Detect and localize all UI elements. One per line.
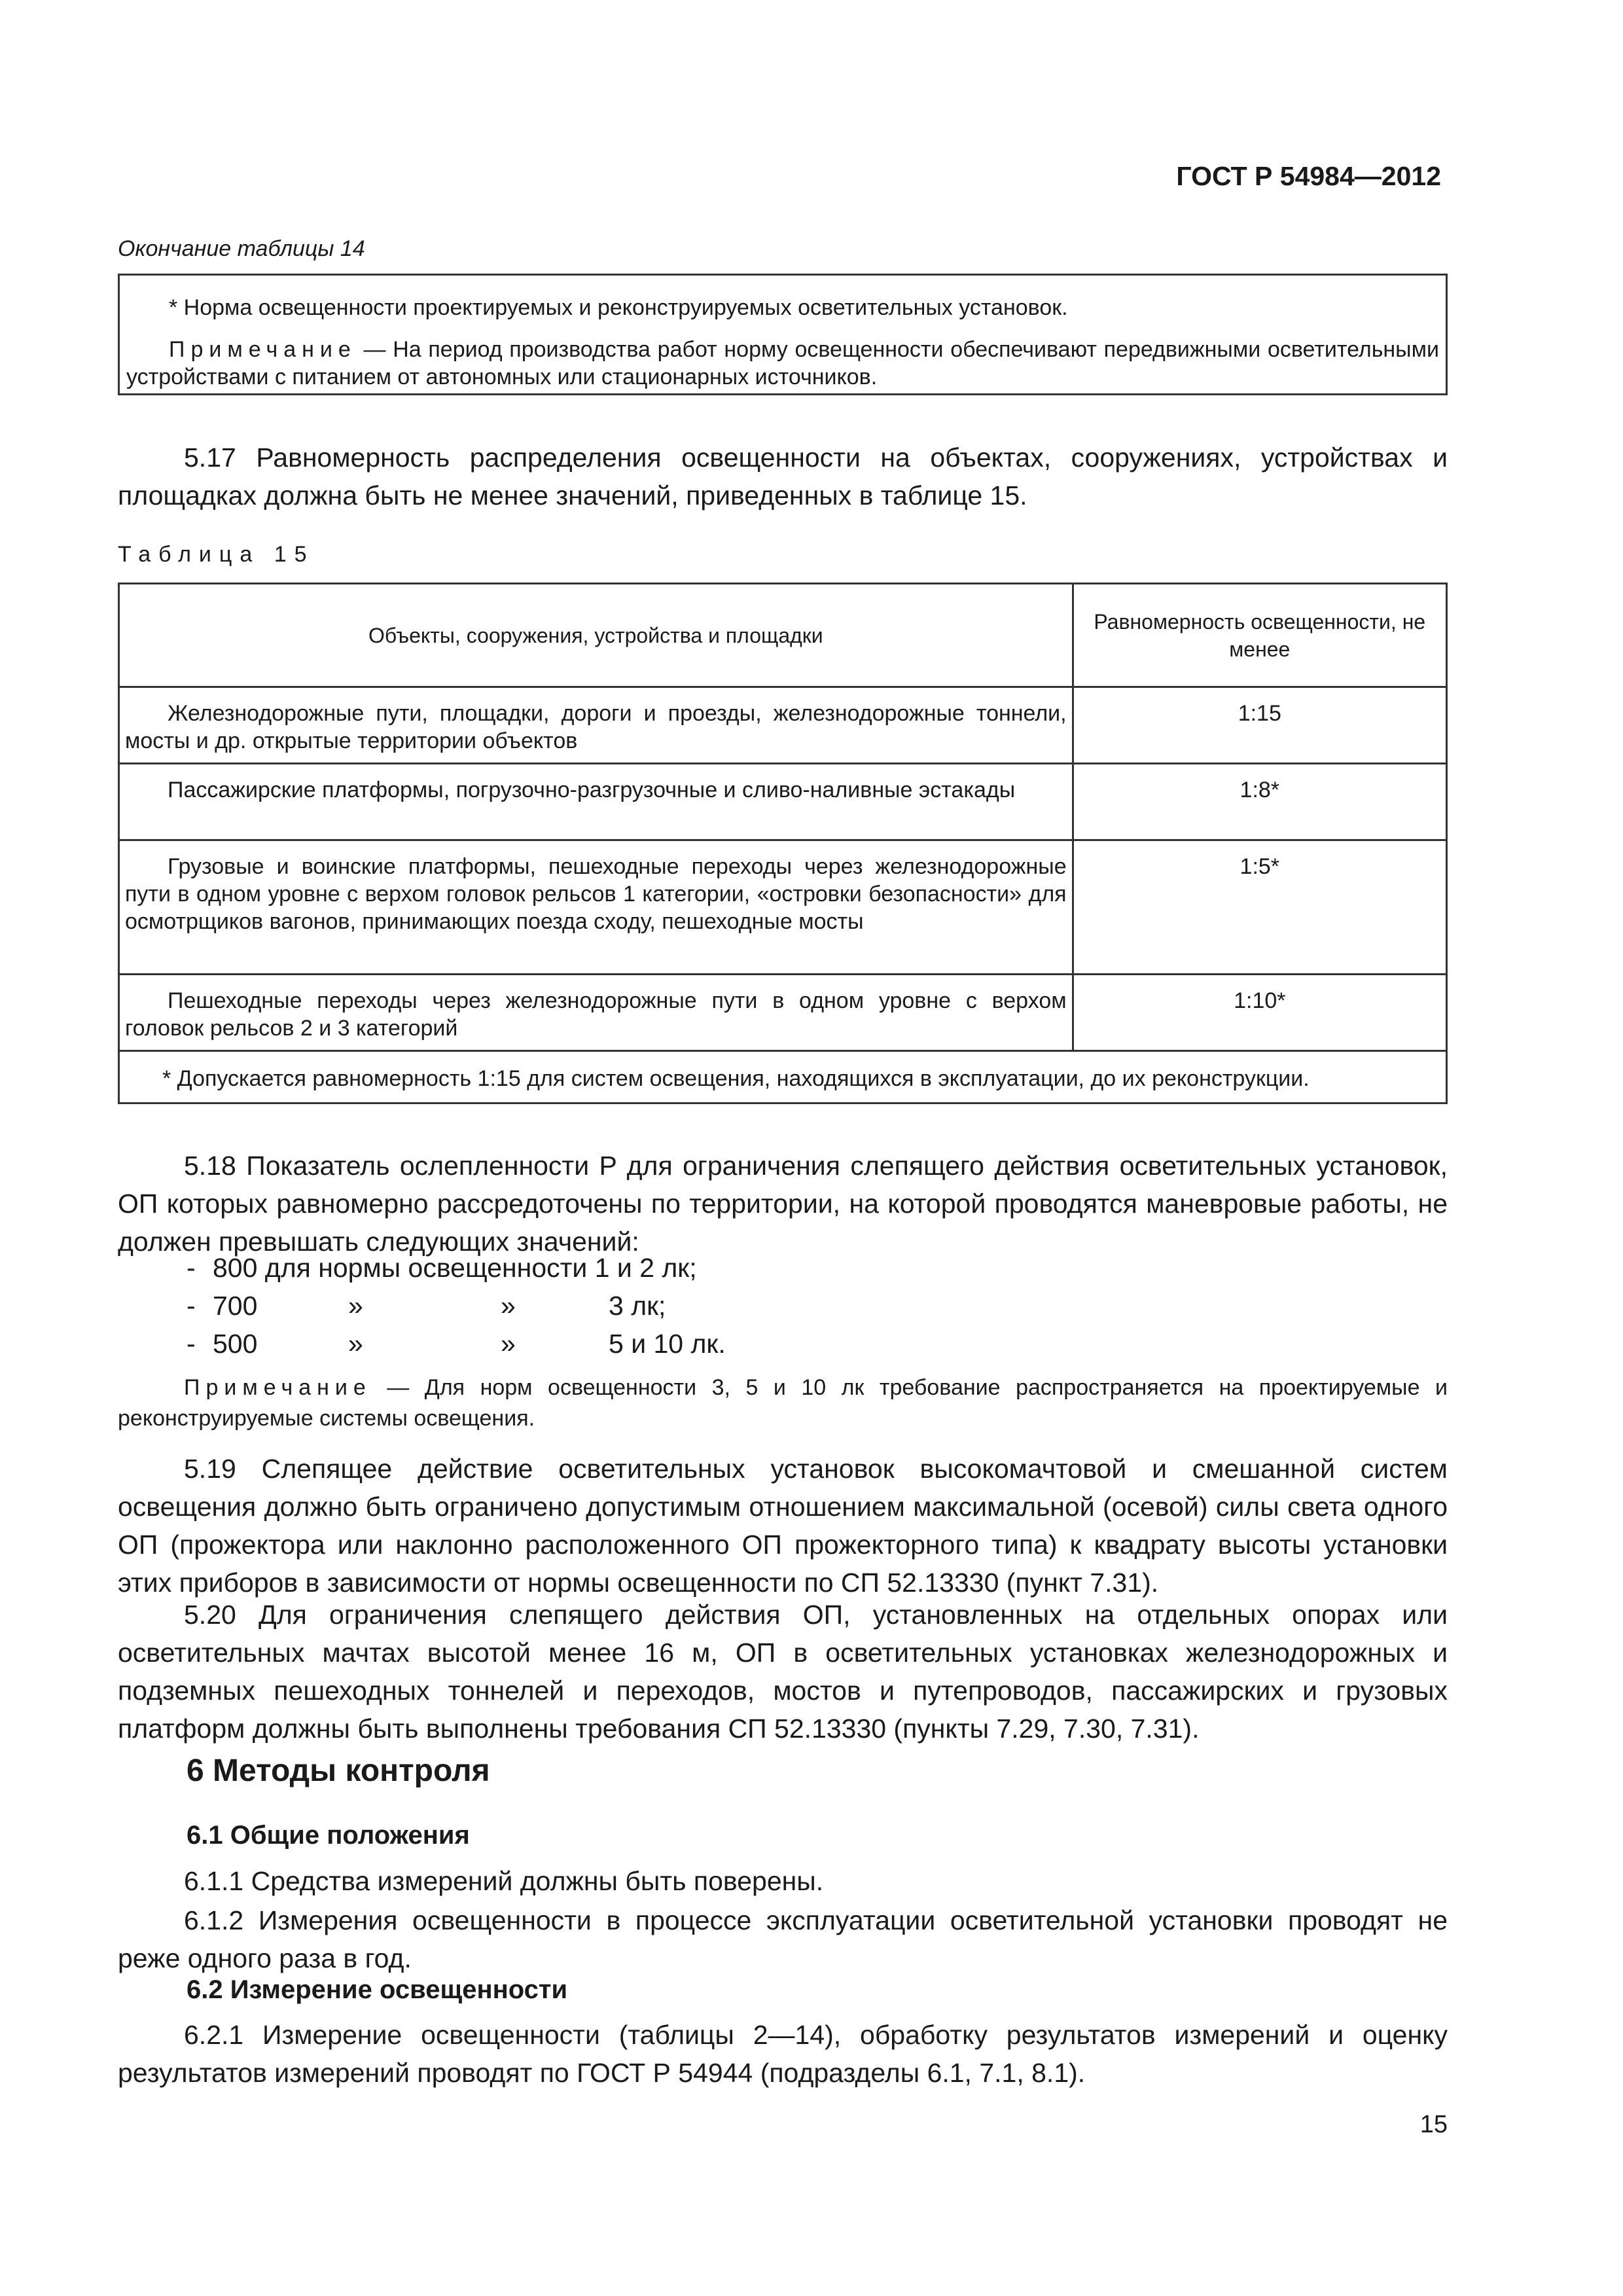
- paragraph-5-18: 5.18 Показатель ослепленности P для ограничения слепящего действия осветительных установок, ОП которых равномерно рассредоточены по территории, на которой проводятся маневровые работы, не должен превышать следующих значений:: [118, 1151, 1448, 1257]
- list-item: - 500 » » 5 и 10 лк.: [187, 1329, 726, 1359]
- table14-footnote: * Норма освещенности проектируемых и реконструируемых осветительных установок.: [169, 295, 1068, 320]
- col-header-objects: Объекты, сооружения, устройства и площадки: [119, 584, 1073, 687]
- table-row: [119, 764, 1447, 840]
- table14-end-box: [118, 274, 1448, 395]
- table-row: [119, 840, 1447, 975]
- table14-note: [126, 336, 1439, 391]
- paragraph-5-17: 5.17 Равномерность распределения освещенности на объектах, сооружениях, устройствах и площадках должна быть не менее значений, приведенных в таблице 15.: [118, 442, 1448, 511]
- col-header-uniformity: Равномерность освещенности, не менее: [1073, 584, 1446, 687]
- table15-footnote-row: [119, 1051, 1447, 1103]
- row-value: 1:5*: [1073, 840, 1446, 975]
- table15-header-row: [119, 584, 1447, 687]
- table-row: [119, 975, 1447, 1051]
- note-label: Примечание: [184, 1375, 372, 1400]
- note-5-18: [118, 1372, 1448, 1434]
- table15-caption: Таблица 15: [118, 542, 315, 567]
- note-text: — На период производства работ норму освещенности обеспечивают передвижными осветительными устройствами с питанием от автономных или стационарных источников.: [126, 337, 1439, 389]
- paragraph-6-2-1: 6.2.1 Измерение освещенности (таблицы 2—14), обработку результатов измерений и оценку результатов измерений проводят по ГОСТ Р 54944 (подразделы 6.1, 7.1, 8.1).: [118, 2020, 1448, 2088]
- row-value: 1:15: [1073, 687, 1446, 764]
- row-value: 1:10*: [1073, 975, 1446, 1051]
- list-item: - 800 для нормы освещенности 1 и 2 лк;: [187, 1253, 697, 1283]
- row-value: 1:8*: [1073, 764, 1446, 840]
- subsection-6-2-heading: 6.2 Измерение освещенности: [187, 1975, 568, 2004]
- paragraph-6-1-1: 6.1.1 Средства измерений должны быть поверены.: [184, 1866, 824, 1896]
- table15: [118, 583, 1448, 1104]
- row-object: Грузовые и воинские платформы, пешеходные переходы через железнодорожные пути в одном уровне с верхом головок рельсов 1 категории, «островки безопасности» для осмотрщиков вагонов, принимающих поезда сходу, пешеходные мосты: [119, 840, 1073, 975]
- note-label: Примечание: [169, 337, 357, 362]
- row-object: Пешеходные переходы через железнодорожные пути в одном уровне с верхом головок рельсов 2 и 3 категорий: [119, 975, 1073, 1051]
- paragraph-6-1-2: 6.1.2 Измерения освещенности в процессе эксплуатации осветительной установки проводят не реже одного раза в год.: [118, 1905, 1448, 1973]
- row-object: Железнодорожные пути, площадки, дороги и проезды, железнодорожные тоннели, мосты и др. открытые территории объектов: [119, 687, 1073, 764]
- note-text: — Для норм освещенности 3, 5 и 10 лк требование распространяется на проектируемые и реконструируемые системы освещения.: [118, 1375, 1448, 1431]
- table15-footnote: * Допускается равномерность 1:15 для систем освещения, находящихся в эксплуатации, до их реконструкции.: [119, 1051, 1447, 1103]
- section-6-heading: 6 Методы контроля: [187, 1753, 490, 1788]
- paragraph-5-20: 5.20 Для ограничения слепящего действия ОП, установленных на отдельных опорах или осветительных мачтах высотой менее 16 м, ОП в осветительных установках железнодорожных и подземных пешеходных тоннелей и переходов, мостов и путепроводов, пассажирских и грузовых платформ должны быть выполнены требования СП 52.13330 (пункты 7.29, 7.30, 7.31).: [118, 1600, 1448, 1744]
- table14-end-caption: Окончание таблицы 14: [118, 236, 365, 261]
- row-object: Пассажирские платформы, погрузочно-разгрузочные и сливо-наливные эстакады: [119, 764, 1073, 840]
- page-number: 15: [1419, 2111, 1448, 2138]
- subsection-6-1-heading: 6.1 Общие положения: [187, 1821, 470, 1850]
- list-item: - 700 » » 3 лк;: [187, 1291, 666, 1321]
- paragraph-5-19: 5.19 Слепящее действие осветительных установок высокомачтовой и смешанной систем освещения должно быть ограничено допустимым отношением максимальной (осевой) силы света одного ОП (прожектора или наклонно расположенного ОП прожекторного типа) к квадрату высоты установки этих приборов в зависимости от нормы освещенности по СП 52.13330 (пункт 7.31).: [118, 1454, 1448, 1598]
- table-row: [119, 687, 1447, 764]
- document-id-header: ГОСТ Р 54984—2012: [1176, 161, 1441, 191]
